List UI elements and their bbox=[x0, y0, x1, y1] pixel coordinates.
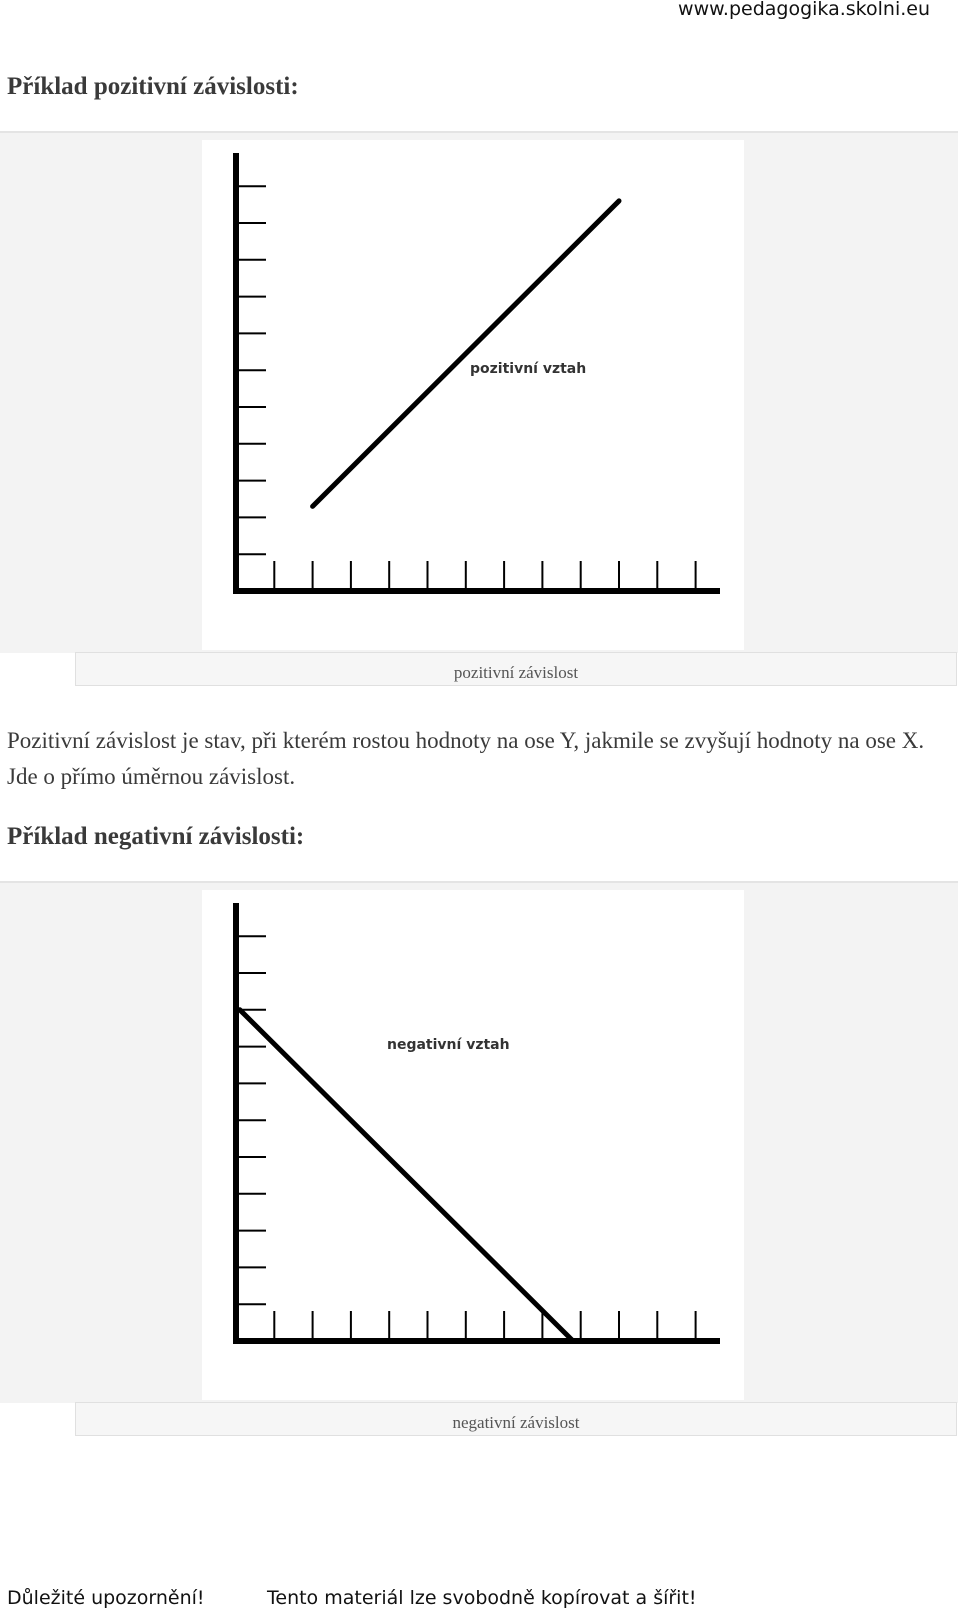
footer-notice: Tento materiál lze svobodně kopírovat a šířit! bbox=[267, 1587, 697, 1609]
positive-description: Pozitivní závislost je stav, při kterém rostou hodnoty na ose Y, jakmile se zvyšují hodnoty na ose X. Jde o přímo úměrnou závislost. bbox=[7, 728, 925, 789]
positive-heading: Příklad pozitivní závislosti: bbox=[7, 73, 299, 100]
positive-figure bbox=[0, 131, 958, 653]
negative-caption: negativní závislost bbox=[75, 1402, 957, 1436]
chart-background bbox=[202, 890, 744, 1400]
site-url[interactable]: www.pedagogika.skolni.eu bbox=[678, 0, 930, 20]
footer bbox=[7, 1587, 697, 1609]
positive-chart bbox=[202, 140, 744, 650]
negative-figure bbox=[0, 881, 958, 1403]
positive-caption: pozitivní závislost bbox=[75, 652, 957, 686]
chart-annotation: negativní vztah bbox=[387, 1037, 510, 1053]
chart-annotation: pozitivní vztah bbox=[470, 361, 587, 377]
negative-chart bbox=[202, 890, 744, 1400]
negative-heading: Příklad negativní závislosti: bbox=[7, 823, 305, 850]
chart-background bbox=[202, 140, 744, 650]
footer-warning: Důležité upozornění! bbox=[7, 1587, 205, 1609]
